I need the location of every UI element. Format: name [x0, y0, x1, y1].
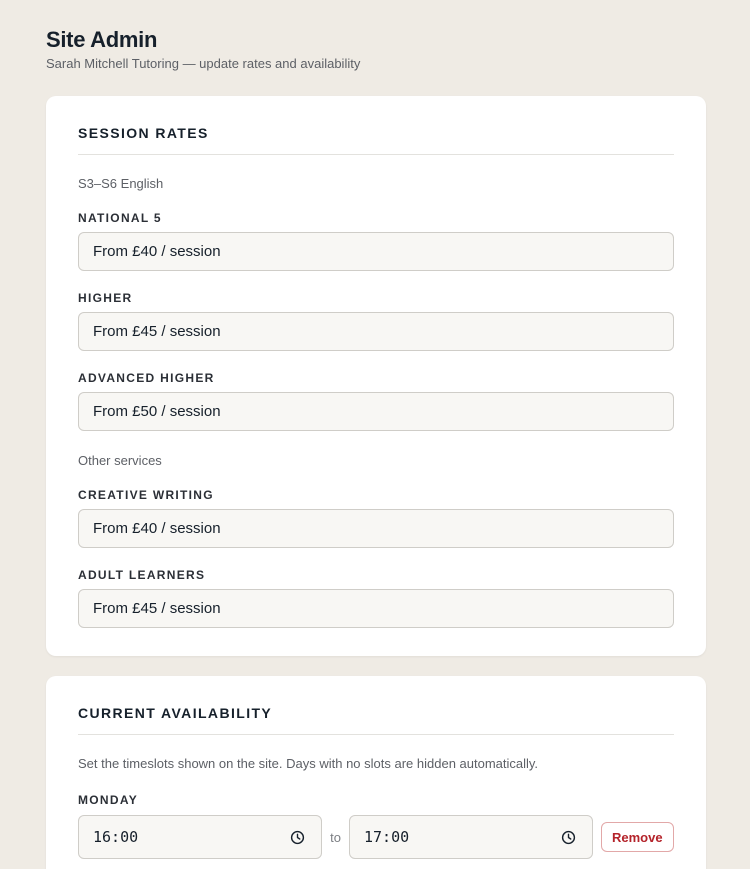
page-subtitle: Sarah Mitchell Tutoring — update rates and availability	[46, 56, 361, 71]
monday-slot-row	[78, 815, 674, 859]
day-label-monday: MONDAY	[78, 793, 139, 807]
availability-title: CURRENT AVAILABILITY	[78, 705, 674, 735]
clock-icon[interactable]	[561, 830, 576, 845]
session-rates-title: SESSION RATES	[78, 125, 674, 155]
clock-icon[interactable]	[290, 830, 305, 845]
remove-slot-button[interactable]: Remove	[601, 822, 674, 852]
availability-note: Set the timeslots shown on the site. Days with no slots are hidden automatically.	[78, 756, 539, 771]
page-title: Site Admin	[46, 27, 158, 52]
field-label-higher: HIGHER	[78, 291, 133, 305]
field-label-creative-writing: CREATIVE WRITING	[78, 488, 214, 502]
monday-end-time-input[interactable]	[349, 815, 593, 859]
group-note-s3-s6-english: S3–S6 English	[78, 176, 164, 191]
field-label-advanced-higher: ADVANCED HIGHER	[78, 371, 215, 385]
field-label-national-5: NATIONAL 5	[78, 211, 162, 225]
to-label: to	[330, 829, 341, 845]
session-rates-card	[46, 96, 706, 656]
group-note-other-services: Other services	[78, 453, 162, 468]
availability-card	[46, 676, 706, 869]
higher-rate-input[interactable]	[78, 312, 674, 351]
national-5-rate-input[interactable]	[78, 232, 674, 271]
advanced-higher-rate-input[interactable]	[78, 392, 674, 431]
end-time-value: 17:00	[364, 828, 410, 846]
field-label-adult-learners: ADULT LEARNERS	[78, 568, 206, 582]
creative-writing-rate-input[interactable]	[78, 509, 674, 548]
start-time-value: 16:00	[93, 828, 139, 846]
monday-start-time-input[interactable]	[78, 815, 322, 859]
adult-learners-rate-input[interactable]	[78, 589, 674, 628]
